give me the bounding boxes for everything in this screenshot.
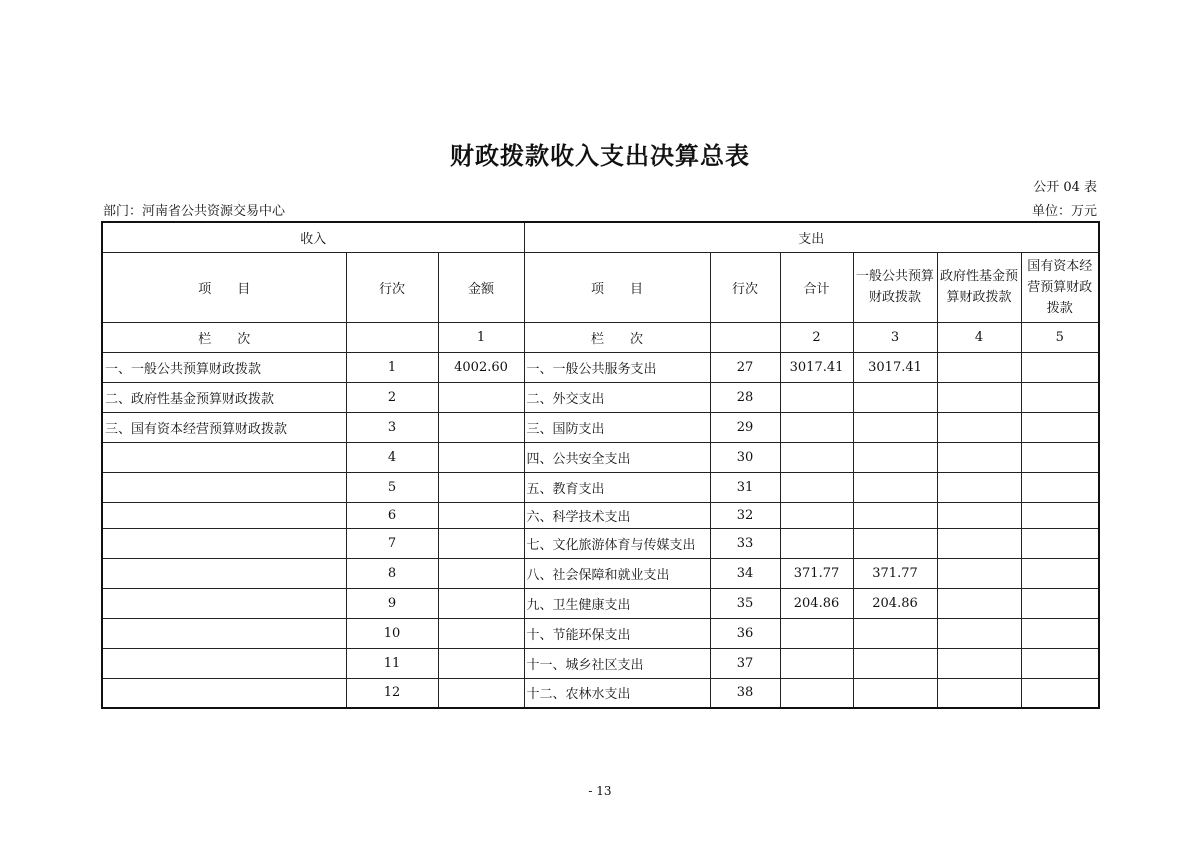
income-item-cell <box>102 678 346 708</box>
income-item-cell <box>102 588 346 618</box>
state-capital-cell <box>1021 412 1099 442</box>
expense-line-cell: 30 <box>710 442 780 472</box>
income-item-cell: 一、一般公共预算财政拨款 <box>102 352 346 382</box>
fund-budget-cell <box>937 648 1021 678</box>
general-budget-cell: 3017.41 <box>853 352 937 382</box>
income-item-cell <box>102 442 346 472</box>
expense-item-cell: 十二、农林水支出 <box>524 678 710 708</box>
income-item-cell <box>102 472 346 502</box>
fund-budget-cell <box>937 472 1021 502</box>
income-lanci-empty <box>346 322 438 352</box>
income-amount-header: 金额 <box>438 252 524 322</box>
expense-line-cell: 29 <box>710 412 780 442</box>
expense-line-cell: 36 <box>710 618 780 648</box>
state-capital-cell <box>1021 678 1099 708</box>
expense-line-cell: 31 <box>710 472 780 502</box>
income-item-cell <box>102 502 346 528</box>
expense-item-cell: 十、节能环保支出 <box>524 618 710 648</box>
income-header: 收入 <box>102 222 524 252</box>
table-row <box>102 648 1099 678</box>
income-item-cell <box>102 528 346 558</box>
income-amount-cell <box>438 442 524 472</box>
expense-item-cell: 五、教育支出 <box>524 472 710 502</box>
income-amount-cell <box>438 382 524 412</box>
income-line-cell: 2 <box>346 382 438 412</box>
expense-total-cell: 3017.41 <box>780 352 853 382</box>
general-budget-cell <box>853 472 937 502</box>
income-item-cell: 三、国有资本经营预算财政拨款 <box>102 412 346 442</box>
income-line-cell: 12 <box>346 678 438 708</box>
income-line-cell: 5 <box>346 472 438 502</box>
expense-lanci-empty <box>710 322 780 352</box>
expense-line-cell: 28 <box>710 382 780 412</box>
expense-line-cell: 27 <box>710 352 780 382</box>
income-line-cell: 9 <box>346 588 438 618</box>
state-capital-cell <box>1021 502 1099 528</box>
expense-line-cell: 35 <box>710 588 780 618</box>
general-budget-header: 一般公共预算财政拨款 <box>853 252 937 322</box>
expense-line-cell: 32 <box>710 502 780 528</box>
state-capital-cell <box>1021 618 1099 648</box>
income-line-cell: 1 <box>346 352 438 382</box>
income-item-cell: 二、政府性基金预算财政拨款 <box>102 382 346 412</box>
expense-total-cell: 371.77 <box>780 558 853 588</box>
table-row <box>102 472 1099 502</box>
budget-table <box>101 221 1100 709</box>
income-item-cell <box>102 618 346 648</box>
page-title: 财政拨款收入支出决算总表 <box>450 141 750 170</box>
income-line-cell: 8 <box>346 558 438 588</box>
general-budget-cell <box>853 648 937 678</box>
expense-line-cell: 37 <box>710 648 780 678</box>
state-capital-cell <box>1021 558 1099 588</box>
income-amount-cell <box>438 472 524 502</box>
expense-total-cell <box>780 528 853 558</box>
fund-budget-cell <box>937 382 1021 412</box>
income-amount-cell: 4002.60 <box>438 352 524 382</box>
column-header-row <box>102 252 1099 322</box>
table-row <box>102 382 1099 412</box>
table-row <box>102 352 1099 382</box>
expense-total-cell <box>780 502 853 528</box>
lanci-row <box>102 322 1099 352</box>
general-budget-cell <box>853 442 937 472</box>
income-lanci-label: 栏 次 <box>102 322 346 352</box>
expense-lanci-col-5: 5 <box>1021 322 1099 352</box>
income-line-cell: 3 <box>346 412 438 442</box>
general-budget-cell <box>853 502 937 528</box>
income-amount-cell <box>438 618 524 648</box>
general-budget-cell <box>853 678 937 708</box>
state-capital-cell <box>1021 648 1099 678</box>
income-item-cell <box>102 558 346 588</box>
table-row <box>102 618 1099 648</box>
expense-total-cell <box>780 648 853 678</box>
expense-item-cell: 四、公共安全支出 <box>524 442 710 472</box>
fund-budget-cell <box>937 678 1021 708</box>
fund-budget-cell <box>937 558 1021 588</box>
income-line-cell: 7 <box>346 528 438 558</box>
state-capital-header: 国有资本经营预算财政拨款 <box>1021 252 1099 322</box>
state-capital-cell <box>1021 382 1099 412</box>
expense-lanci-col-3: 3 <box>853 322 937 352</box>
income-line-cell: 6 <box>346 502 438 528</box>
income-lanci-col: 1 <box>438 322 524 352</box>
expense-item-cell: 六、科学技术支出 <box>524 502 710 528</box>
income-amount-cell <box>438 588 524 618</box>
income-line-cell: 11 <box>346 648 438 678</box>
fund-budget-cell <box>937 618 1021 648</box>
income-line-header: 行次 <box>346 252 438 322</box>
general-budget-cell: 371.77 <box>853 558 937 588</box>
income-amount-cell <box>438 678 524 708</box>
expense-total-cell: 204.86 <box>780 588 853 618</box>
fund-budget-cell <box>937 412 1021 442</box>
expense-total-cell <box>780 412 853 442</box>
expense-item-cell: 九、卫生健康支出 <box>524 588 710 618</box>
general-budget-cell <box>853 382 937 412</box>
fund-budget-cell <box>937 442 1021 472</box>
general-budget-cell <box>853 412 937 442</box>
fund-budget-cell <box>937 502 1021 528</box>
state-capital-cell <box>1021 352 1099 382</box>
state-capital-cell <box>1021 528 1099 558</box>
fund-budget-cell <box>937 588 1021 618</box>
expense-line-cell: 38 <box>710 678 780 708</box>
income-amount-cell <box>438 502 524 528</box>
fund-budget-header: 政府性基金预算财政拨款 <box>937 252 1021 322</box>
income-amount-cell <box>438 648 524 678</box>
table-row <box>102 588 1099 618</box>
income-amount-cell <box>438 412 524 442</box>
general-budget-cell: 204.86 <box>853 588 937 618</box>
expense-item-cell: 二、外交支出 <box>524 382 710 412</box>
state-capital-cell <box>1021 442 1099 472</box>
unit-label: 单位：万元 <box>1031 204 1097 219</box>
table-row <box>102 502 1099 528</box>
expense-item-header: 项 目 <box>524 252 710 322</box>
expense-item-cell: 三、国防支出 <box>524 412 710 442</box>
expense-item-cell: 一、一般公共服务支出 <box>524 352 710 382</box>
income-item-header: 项 目 <box>102 252 346 322</box>
expense-total-cell <box>780 678 853 708</box>
expense-total-cell <box>780 382 853 412</box>
income-line-cell: 4 <box>346 442 438 472</box>
expense-lanci-label: 栏 次 <box>524 322 710 352</box>
form-number: 公开 04 表 <box>1033 180 1097 195</box>
table-row <box>102 412 1099 442</box>
expense-item-cell: 八、社会保障和就业支出 <box>524 558 710 588</box>
table-row <box>102 528 1099 558</box>
state-capital-cell <box>1021 588 1099 618</box>
page-number: - 13 <box>588 784 612 798</box>
expense-header: 支出 <box>524 222 1099 252</box>
fund-budget-cell <box>937 352 1021 382</box>
fund-budget-cell <box>937 528 1021 558</box>
general-budget-cell <box>853 618 937 648</box>
expense-total-cell <box>780 472 853 502</box>
table-row <box>102 558 1099 588</box>
expense-item-cell: 七、文化旅游体育与传媒支出 <box>524 528 710 558</box>
expense-line-cell: 34 <box>710 558 780 588</box>
income-item-cell <box>102 648 346 678</box>
expense-line-cell: 33 <box>710 528 780 558</box>
expense-total-header: 合计 <box>780 252 853 322</box>
expense-lanci-col-4: 4 <box>937 322 1021 352</box>
general-budget-cell <box>853 528 937 558</box>
table-row <box>102 678 1099 708</box>
income-amount-cell <box>438 558 524 588</box>
state-capital-cell <box>1021 472 1099 502</box>
department-label: 部门：河南省公共资源交易中心 <box>103 204 286 219</box>
expense-total-cell <box>780 618 853 648</box>
expense-lanci-col-2: 2 <box>780 322 853 352</box>
expense-total-cell <box>780 442 853 472</box>
expense-line-header: 行次 <box>710 252 780 322</box>
table-row <box>102 442 1099 472</box>
section-header-row <box>102 222 1099 252</box>
expense-item-cell: 十一、城乡社区支出 <box>524 648 710 678</box>
income-line-cell: 10 <box>346 618 438 648</box>
income-amount-cell <box>438 528 524 558</box>
